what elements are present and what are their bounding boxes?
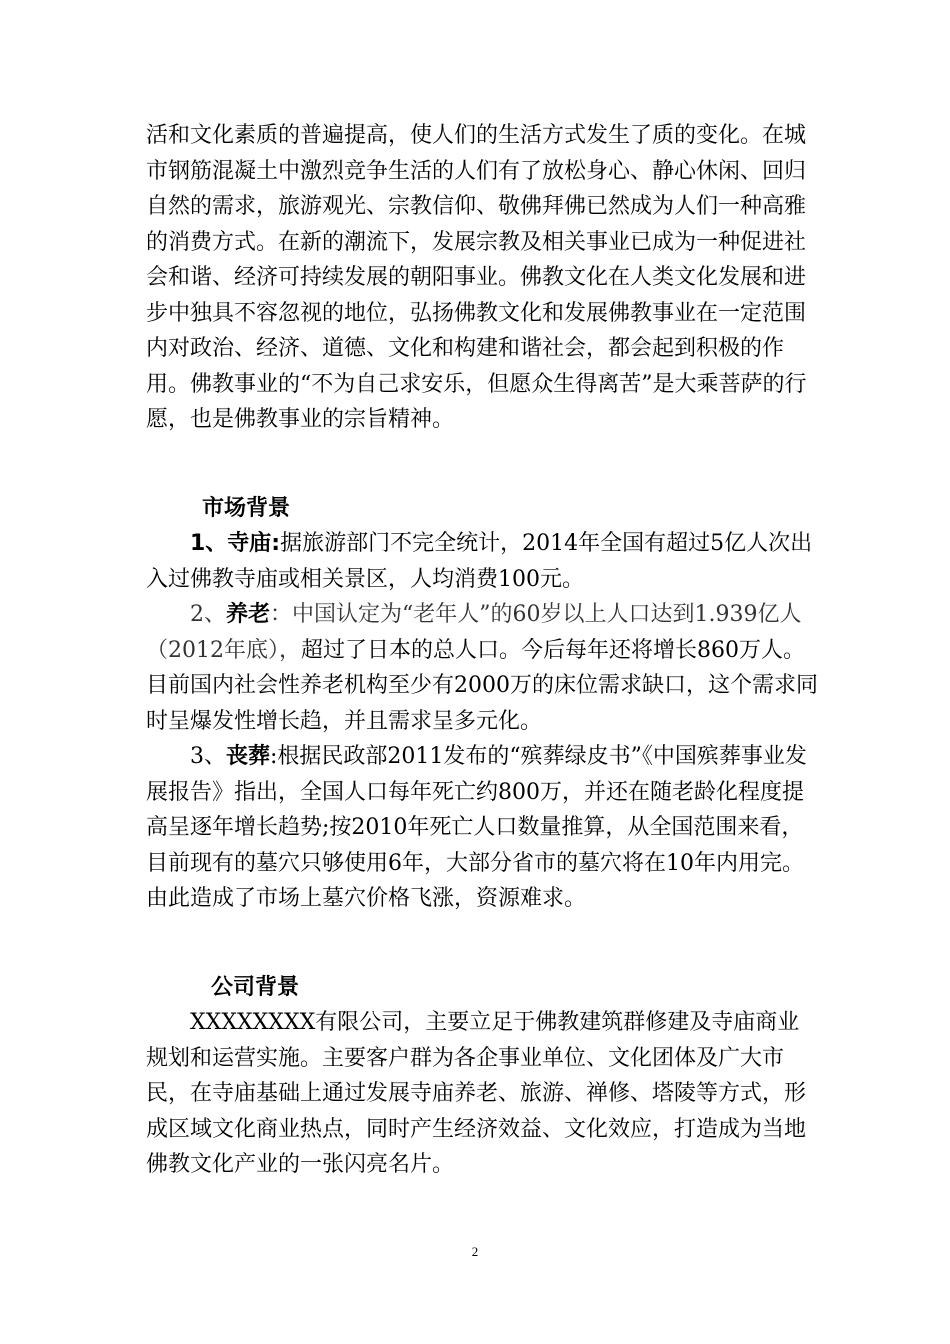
company-background-heading: 公司背景 — [211, 975, 300, 1000]
temple-paragraph — [146, 526, 820, 597]
funeral-prefix: 3、 — [190, 744, 226, 769]
market-background-heading: 市场背景 — [202, 496, 291, 521]
funeral-label: 丧葬 — [226, 744, 271, 769]
temple-label: 1、寺庙: — [190, 531, 281, 556]
temple-text: 据旅游部门不完全统计，2014年全国有超过5亿人次出入过佛教寺庙或相关景区，人均消费100元。 — [146, 531, 813, 592]
elderly-prefix: 2、 — [190, 602, 226, 627]
funeral-text: :根据民政部2011发布的“殡葬绿皮书”《中国殡葬事业发展报告》指出，全国人口每年死亡约800万，并还在随老龄化程度提高呈逐年增长趋势;按2010年死亡人口数量推算，从全国范围来看，目前现有的墓穴只够使用6年，大部分省市的墓穴将在10年内用完。由此造成了市场上墓穴价格飞涨，资源难求。 — [146, 744, 807, 911]
funeral-paragraph — [146, 739, 820, 917]
elderly-text: 超过了日本的总人口。今后每年还将增长860万人。目前国内社会性养老机构至少有2000万的床位需求缺口，这个需求同时呈爆发性增长趋，并且需求呈多元化。 — [146, 637, 818, 734]
company-paragraph: XXXXXXXX有限公司，主要立足于佛教建筑群修建及寺庙商业规划和运营实施。主要客户群为各企事业单位、文化团体及广大市民，在寺庙基础上通过发展寺庙养老、旅游、禅修、塔陵等方式，形成区域文化商业热点，同时产生经济效益、文化效应，打造成为当地佛教文化产业的一张闪亮名片。 — [146, 1010, 807, 1177]
elderly-label: 养老 — [226, 602, 271, 627]
page-number: 2 — [471, 1244, 479, 1259]
elderly-paragraph — [146, 597, 820, 739]
elderly-text-gray: ：中国认定为“老年人”的60岁以上人口达到1.939亿人（2012年底）， — [146, 602, 802, 663]
intro-paragraph: 活和文化素质的普遍提高，使人们的生活方式发生了质的变化。在城市钢筋混凝土中激烈竞争生活的人们有了放松身心、静心休闲、回归自然的需求，旅游观光、宗教信仰、敬佛拜佛已然成为人们一种高雅的消费方式。在新的潮流下，发展宗教及相关事业已成为一种促进社会和谐、经济可持续发展的朝阳事业。佛教文化在人类文化发展和进步中独具不容忽视的地位，弘扬佛教文化和发展佛教事业在一定范围内对政治、经济、道德、文化和构建和谐社会，都会起到积极的作用。佛教事业的“不为自己求安乐，但愿众生得离苦”是大乘菩萨的行愿，也是佛教事业的宗旨精神。 — [146, 123, 807, 432]
